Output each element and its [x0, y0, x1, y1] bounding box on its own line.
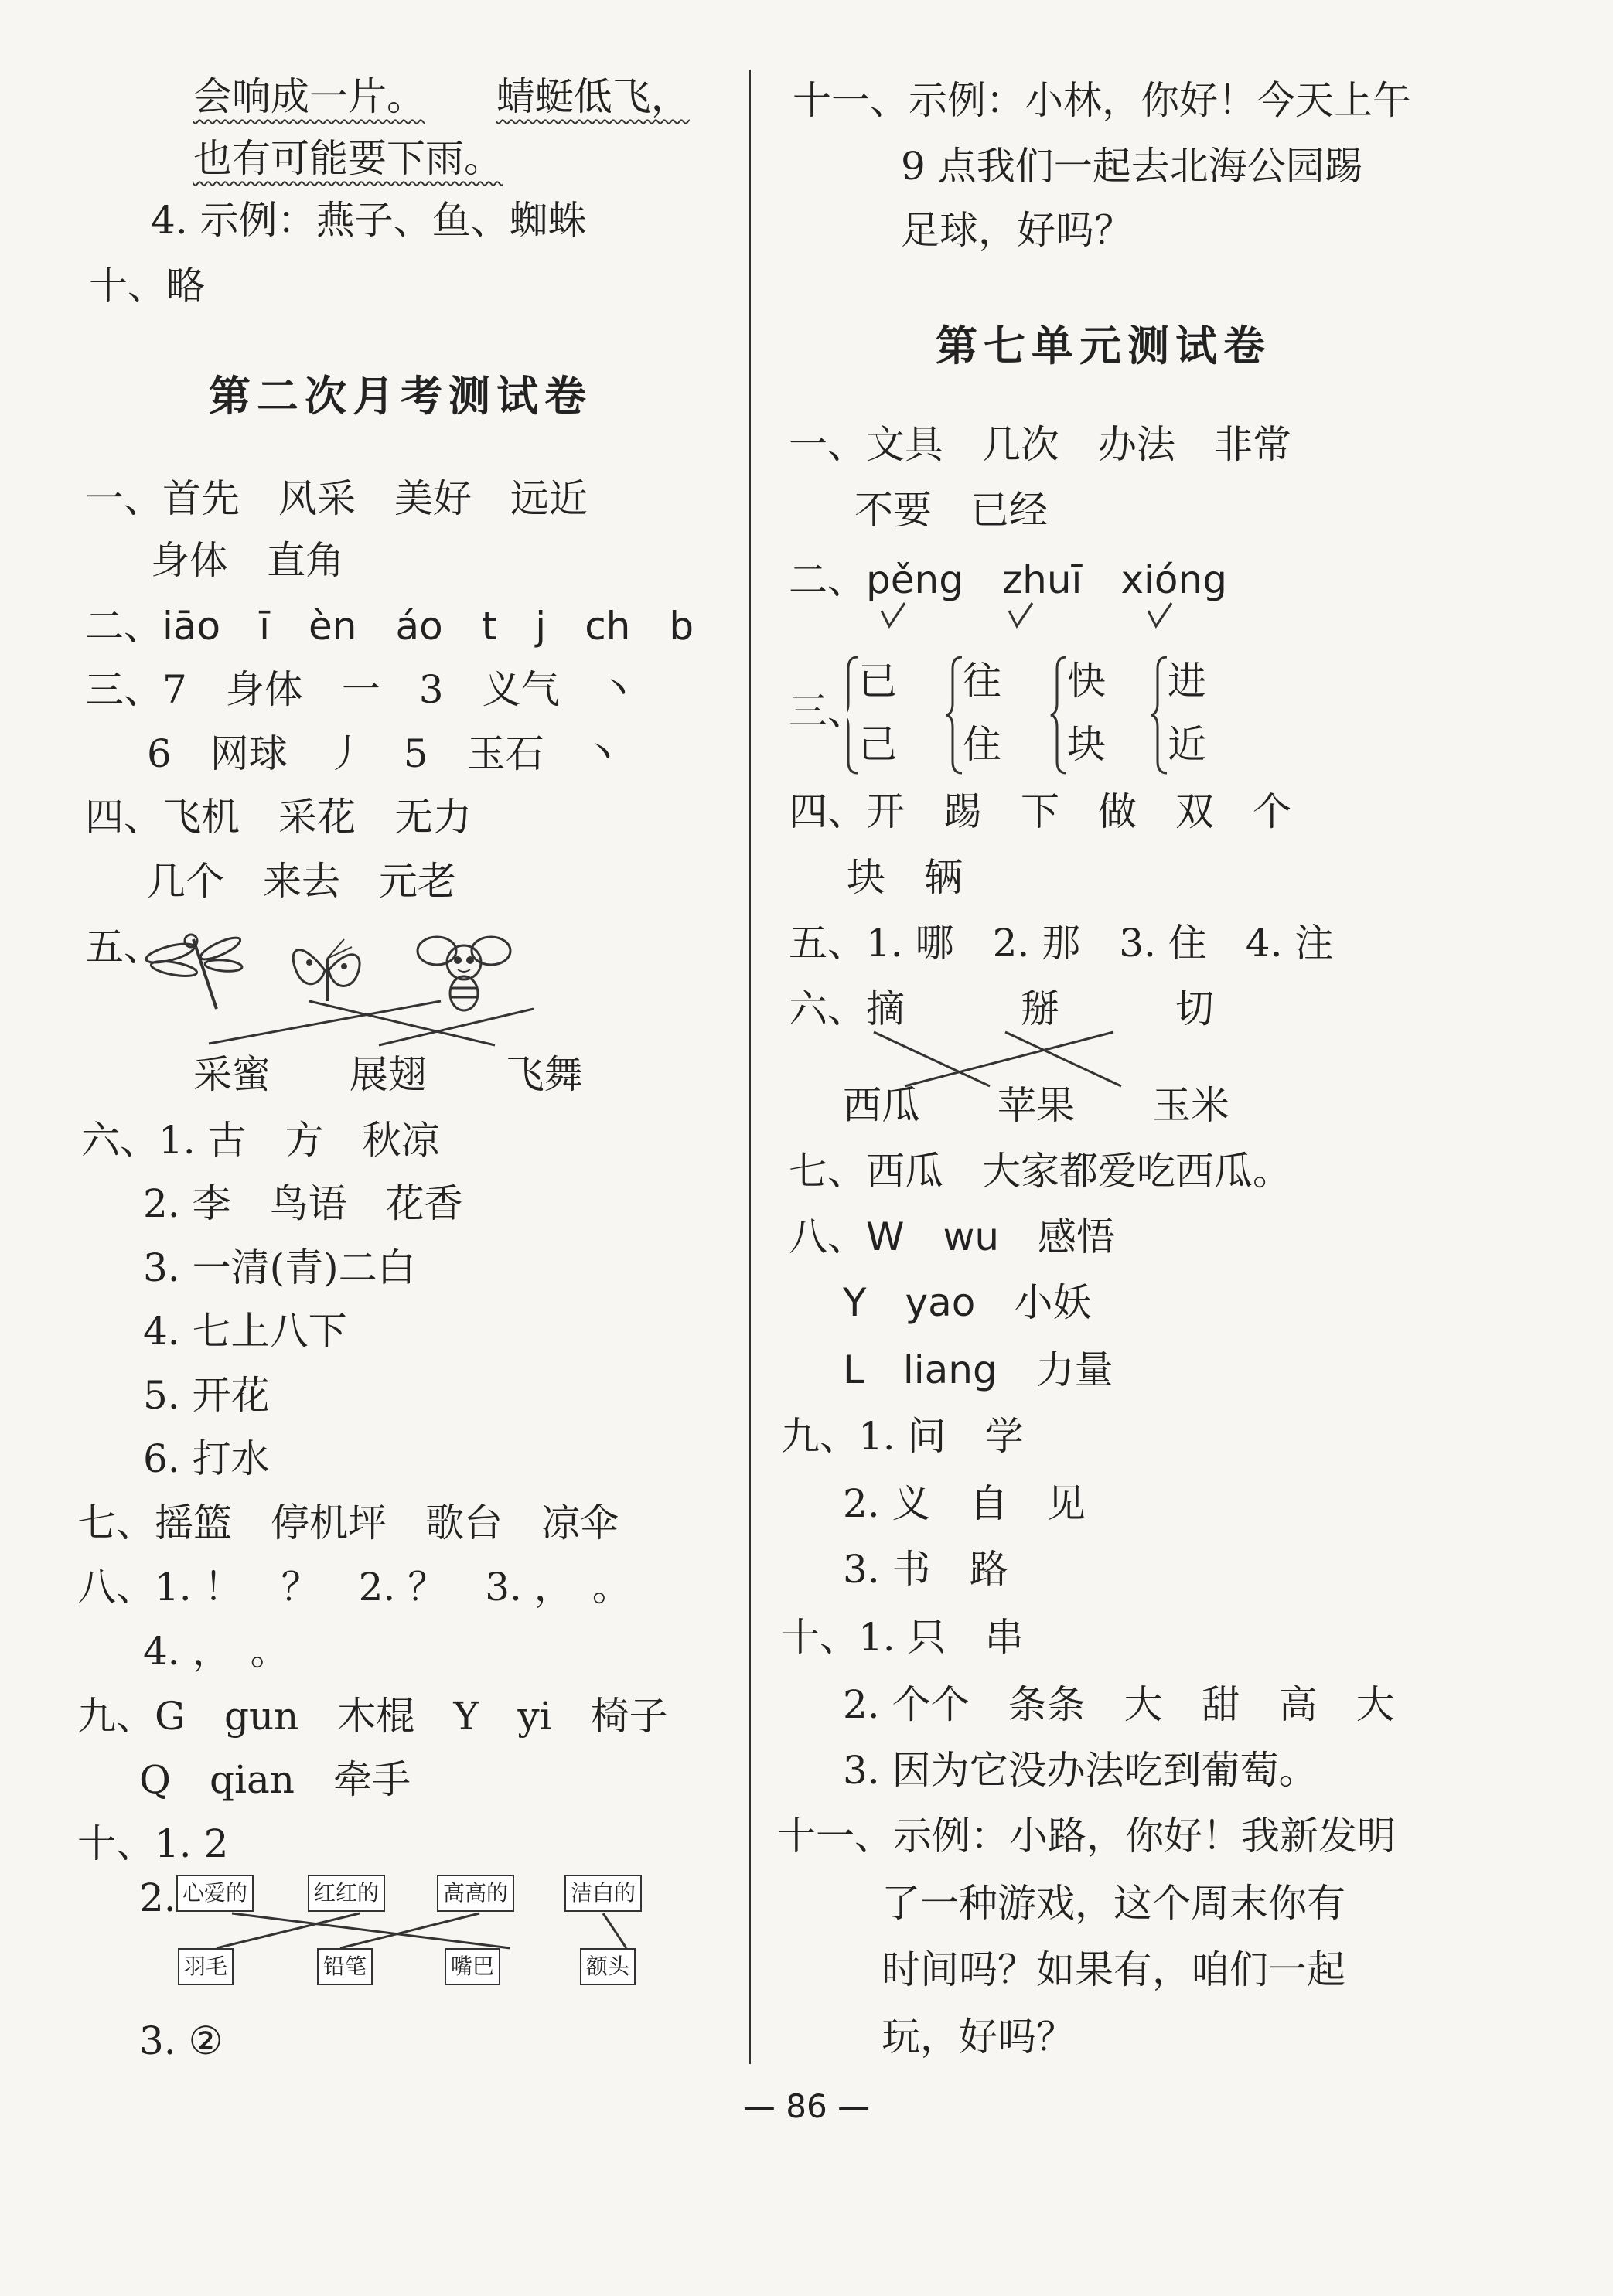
- q3-line-b: 6 网球 丿 5 玉石 丶: [147, 731, 622, 776]
- char-bottom: 住: [963, 722, 1001, 767]
- text-segment: 也有可能要下雨。: [193, 136, 503, 181]
- q10-3: 3. ②: [139, 2018, 223, 2063]
- q8-line-b: 4. ， 。: [143, 1629, 289, 1674]
- char-top: 已: [858, 659, 897, 703]
- word-box-bottom: 嘴巴: [445, 1948, 500, 1985]
- brace-marks: [847, 653, 1249, 777]
- q3-line-a: 三、7 身体 一 3 义气 丶: [85, 667, 637, 712]
- r-q4-a: 四、开 踢 下 做 双 个: [789, 789, 1291, 834]
- r-q11-a: 十一、示例：小路，你好！我新发明: [777, 1814, 1396, 1858]
- match-word: 飞舞: [505, 1052, 583, 1097]
- match-word: 展翅: [349, 1052, 427, 1097]
- r-q9-1: 九、1. 问 学: [781, 1414, 1024, 1459]
- word-box-bottom: 额头: [580, 1948, 636, 1985]
- q4-line-b: 几个 来去 元老: [147, 859, 456, 904]
- word-box-top: 红红的: [308, 1875, 385, 1912]
- r-q6-bottom: 西瓜 苹果 玉米: [843, 1083, 1229, 1128]
- r-q10-3: 3. 因为它没办法吃到葡萄。: [843, 1748, 1318, 1793]
- r-q8-b: Y yao 小妖: [843, 1280, 1092, 1325]
- r-q3-label: 三、: [789, 689, 866, 734]
- text-segment: 蜻蜓低飞，: [496, 74, 690, 119]
- r-q11-c: 时间吗？如果有，咱们一起: [882, 1947, 1345, 1992]
- q1-line-a: 一、首先 风采 美好 远近: [85, 476, 588, 521]
- r-q10-2: 2. 个个 条条 大 甜 高 大: [843, 1682, 1395, 1727]
- word-box-bottom: 铅笔: [317, 1948, 373, 1985]
- char-top: 快: [1067, 659, 1106, 703]
- checkmarks: [866, 595, 1253, 634]
- section-heading-left: 第二次月考测试卷: [209, 371, 592, 421]
- left-line-3: 4. 示例：燕子、鱼、蜘蛛: [151, 198, 587, 243]
- r-eleven-b: 9 点我们一起去北海公园踢: [901, 144, 1363, 189]
- word-box-bottom: 羽毛: [178, 1948, 234, 1985]
- r-q1-a: 一、文具 几次 办法 非常: [789, 422, 1291, 467]
- column-divider: [749, 70, 751, 2064]
- r-q11-d: 玩，好吗？: [882, 2015, 1075, 2059]
- page-number: — 86 —: [742, 2087, 871, 2125]
- r-q8-c: L liang 力量: [843, 1347, 1113, 1392]
- q1-line-b: 身体 直角: [151, 538, 344, 583]
- q2-line: 二、iāo ī èn áo t j ch b: [85, 604, 694, 649]
- text-segment: 会响成一片。: [193, 74, 425, 119]
- q6-3: 3. 一清(青)二白: [143, 1245, 416, 1290]
- char-bottom: 块: [1067, 722, 1106, 767]
- q10-1: 十、1. 2: [77, 1821, 229, 1866]
- q10-2-label: 2.: [139, 1875, 176, 1920]
- r-q6-top: 六、摘 掰 切: [789, 986, 1214, 1031]
- r-q7: 七、西瓜 大家都爱吃西瓜。: [789, 1149, 1291, 1194]
- left-line-4: 十、略: [89, 264, 205, 308]
- q5-label: 五、: [85, 925, 162, 969]
- r-q5: 五、1. 哪 2. 那 3. 住 4. 注: [789, 921, 1334, 966]
- q6-6: 6. 打水: [143, 1436, 270, 1481]
- word-box-top: 洁白的: [564, 1875, 642, 1912]
- q6-4: 4. 七上八下: [143, 1309, 347, 1354]
- q9-line-a: 九、G gun 木棍 Y yi 椅子: [77, 1694, 668, 1739]
- q6-5: 5. 开花: [143, 1373, 270, 1418]
- word-box-top: 心爱的: [176, 1875, 254, 1912]
- q4-line-a: 四、飞机 采花 无力: [85, 795, 472, 840]
- word-box-top: 高高的: [437, 1875, 514, 1912]
- r-eleven-a: 十一、示例：小林，你好！今天上午: [793, 78, 1411, 123]
- r-q11-b: 了一种游戏，这个周末你有: [882, 1881, 1345, 1926]
- q5-words: [193, 1051, 583, 1098]
- q7-line: 七、摇篮 停机坪 歌台 凉伞: [77, 1501, 619, 1545]
- section-heading-right: 第七单元测试卷: [936, 321, 1271, 370]
- r-q9-2: 2. 义 自 见: [843, 1481, 1086, 1526]
- r-eleven-c: 足球，好吗？: [901, 208, 1133, 253]
- left-line-2: [193, 135, 503, 182]
- r-q4-b: 块 辆: [847, 855, 963, 900]
- char-bottom: 近: [1168, 722, 1206, 767]
- r-q1-b: 不要 已经: [854, 488, 1048, 533]
- r-q9-3: 3. 书 路: [843, 1547, 1008, 1592]
- r-q10-1: 十、1. 只 串: [781, 1615, 1024, 1660]
- match-lines-right: [858, 1028, 1168, 1090]
- q9-line-b: Q qian 牵手: [139, 1757, 411, 1802]
- q8-line-a: 八、1. ！ ？ 2. ？ 3. ， 。: [77, 1565, 631, 1610]
- q6-2: 2. 李 鸟语 花香: [143, 1181, 463, 1226]
- left-line-1: [193, 73, 690, 120]
- char-top: 往: [963, 659, 1001, 703]
- q6-1: 六、1. 古 方 秋凉: [81, 1118, 440, 1163]
- matching-lines: [193, 997, 541, 1059]
- r-q8-a: 八、W wu 感悟: [789, 1214, 1116, 1259]
- char-top: 进: [1168, 659, 1206, 703]
- r-q2: 二、pěng zhuī xióng: [789, 557, 1227, 602]
- match-word: 采蜜: [193, 1052, 271, 1097]
- char-bottom: 己: [858, 722, 897, 767]
